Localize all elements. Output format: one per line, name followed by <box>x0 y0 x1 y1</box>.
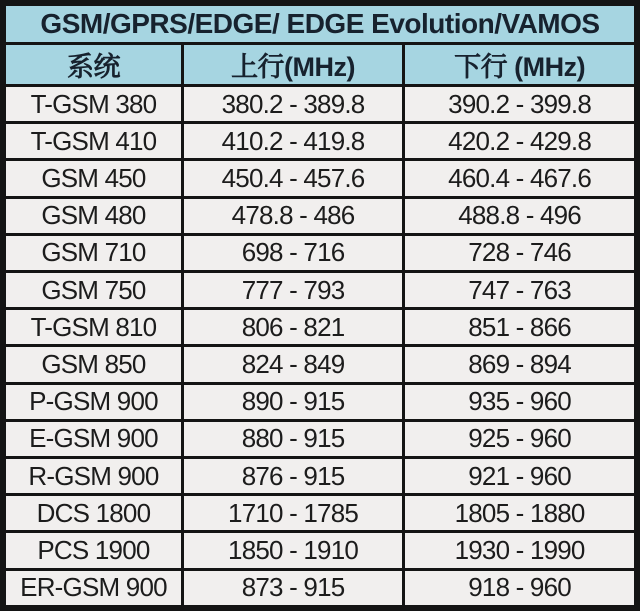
table-row <box>3 86 637 123</box>
column-header-downlink: 下行 (MHz) <box>404 44 637 86</box>
downlink-cell: 1805 - 1880 <box>404 495 637 532</box>
downlink-cell: 1930 - 1990 <box>404 532 637 569</box>
column-header-system: 系统 <box>3 44 182 86</box>
table-row <box>3 420 637 457</box>
system-cell: GSM 750 <box>3 272 182 309</box>
table-row <box>3 383 637 420</box>
table-row <box>3 346 637 383</box>
table-row <box>3 234 637 271</box>
table-row <box>3 197 637 234</box>
downlink-cell: 747 - 763 <box>404 272 637 309</box>
uplink-cell: 1850 - 1910 <box>182 532 403 569</box>
system-cell: T-GSM 410 <box>3 123 182 160</box>
downlink-cell: 390.2 - 399.8 <box>404 86 637 123</box>
system-cell: GSM 850 <box>3 346 182 383</box>
table-row <box>3 123 637 160</box>
downlink-cell: 925 - 960 <box>404 420 637 457</box>
downlink-cell: 728 - 746 <box>404 234 637 271</box>
uplink-cell: 880 - 915 <box>182 420 403 457</box>
table-row <box>3 569 637 608</box>
uplink-cell: 450.4 - 457.6 <box>182 160 403 197</box>
uplink-cell: 876 - 915 <box>182 458 403 495</box>
uplink-cell: 824 - 849 <box>182 346 403 383</box>
table-body <box>3 3 637 608</box>
table-title-row <box>3 3 637 44</box>
table-row <box>3 309 637 346</box>
downlink-cell: 869 - 894 <box>404 346 637 383</box>
uplink-cell: 1710 - 1785 <box>182 495 403 532</box>
system-cell: T-GSM 380 <box>3 86 182 123</box>
uplink-cell: 890 - 915 <box>182 383 403 420</box>
system-cell: DCS 1800 <box>3 495 182 532</box>
uplink-cell: 698 - 716 <box>182 234 403 271</box>
table-row <box>3 160 637 197</box>
uplink-cell: 806 - 821 <box>182 309 403 346</box>
uplink-cell: 777 - 793 <box>182 272 403 309</box>
downlink-cell: 918 - 960 <box>404 569 637 608</box>
table-row <box>3 495 637 532</box>
system-cell: PCS 1900 <box>3 532 182 569</box>
system-cell: E-GSM 900 <box>3 420 182 457</box>
system-cell: P-GSM 900 <box>3 383 182 420</box>
downlink-cell: 460.4 - 467.6 <box>404 160 637 197</box>
downlink-cell: 420.2 - 429.8 <box>404 123 637 160</box>
downlink-cell: 921 - 960 <box>404 458 637 495</box>
system-cell: R-GSM 900 <box>3 458 182 495</box>
downlink-cell: 488.8 - 496 <box>404 197 637 234</box>
uplink-cell: 380.2 - 389.8 <box>182 86 403 123</box>
uplink-cell: 410.2 - 419.8 <box>182 123 403 160</box>
uplink-cell: 478.8 - 486 <box>182 197 403 234</box>
downlink-cell: 935 - 960 <box>404 383 637 420</box>
system-cell: GSM 710 <box>3 234 182 271</box>
uplink-cell: 873 - 915 <box>182 569 403 608</box>
table-row <box>3 272 637 309</box>
downlink-cell: 851 - 866 <box>404 309 637 346</box>
column-header-uplink: 上行(MHz) <box>182 44 403 86</box>
table-row <box>3 532 637 569</box>
table-row <box>3 458 637 495</box>
system-cell: ER-GSM 900 <box>3 569 182 608</box>
table-title: GSM/GPRS/EDGE/ EDGE Evolution/VAMOS <box>3 3 637 44</box>
system-cell: GSM 450 <box>3 160 182 197</box>
system-cell: T-GSM 810 <box>3 309 182 346</box>
system-cell: GSM 480 <box>3 197 182 234</box>
table-header-row <box>3 44 637 86</box>
